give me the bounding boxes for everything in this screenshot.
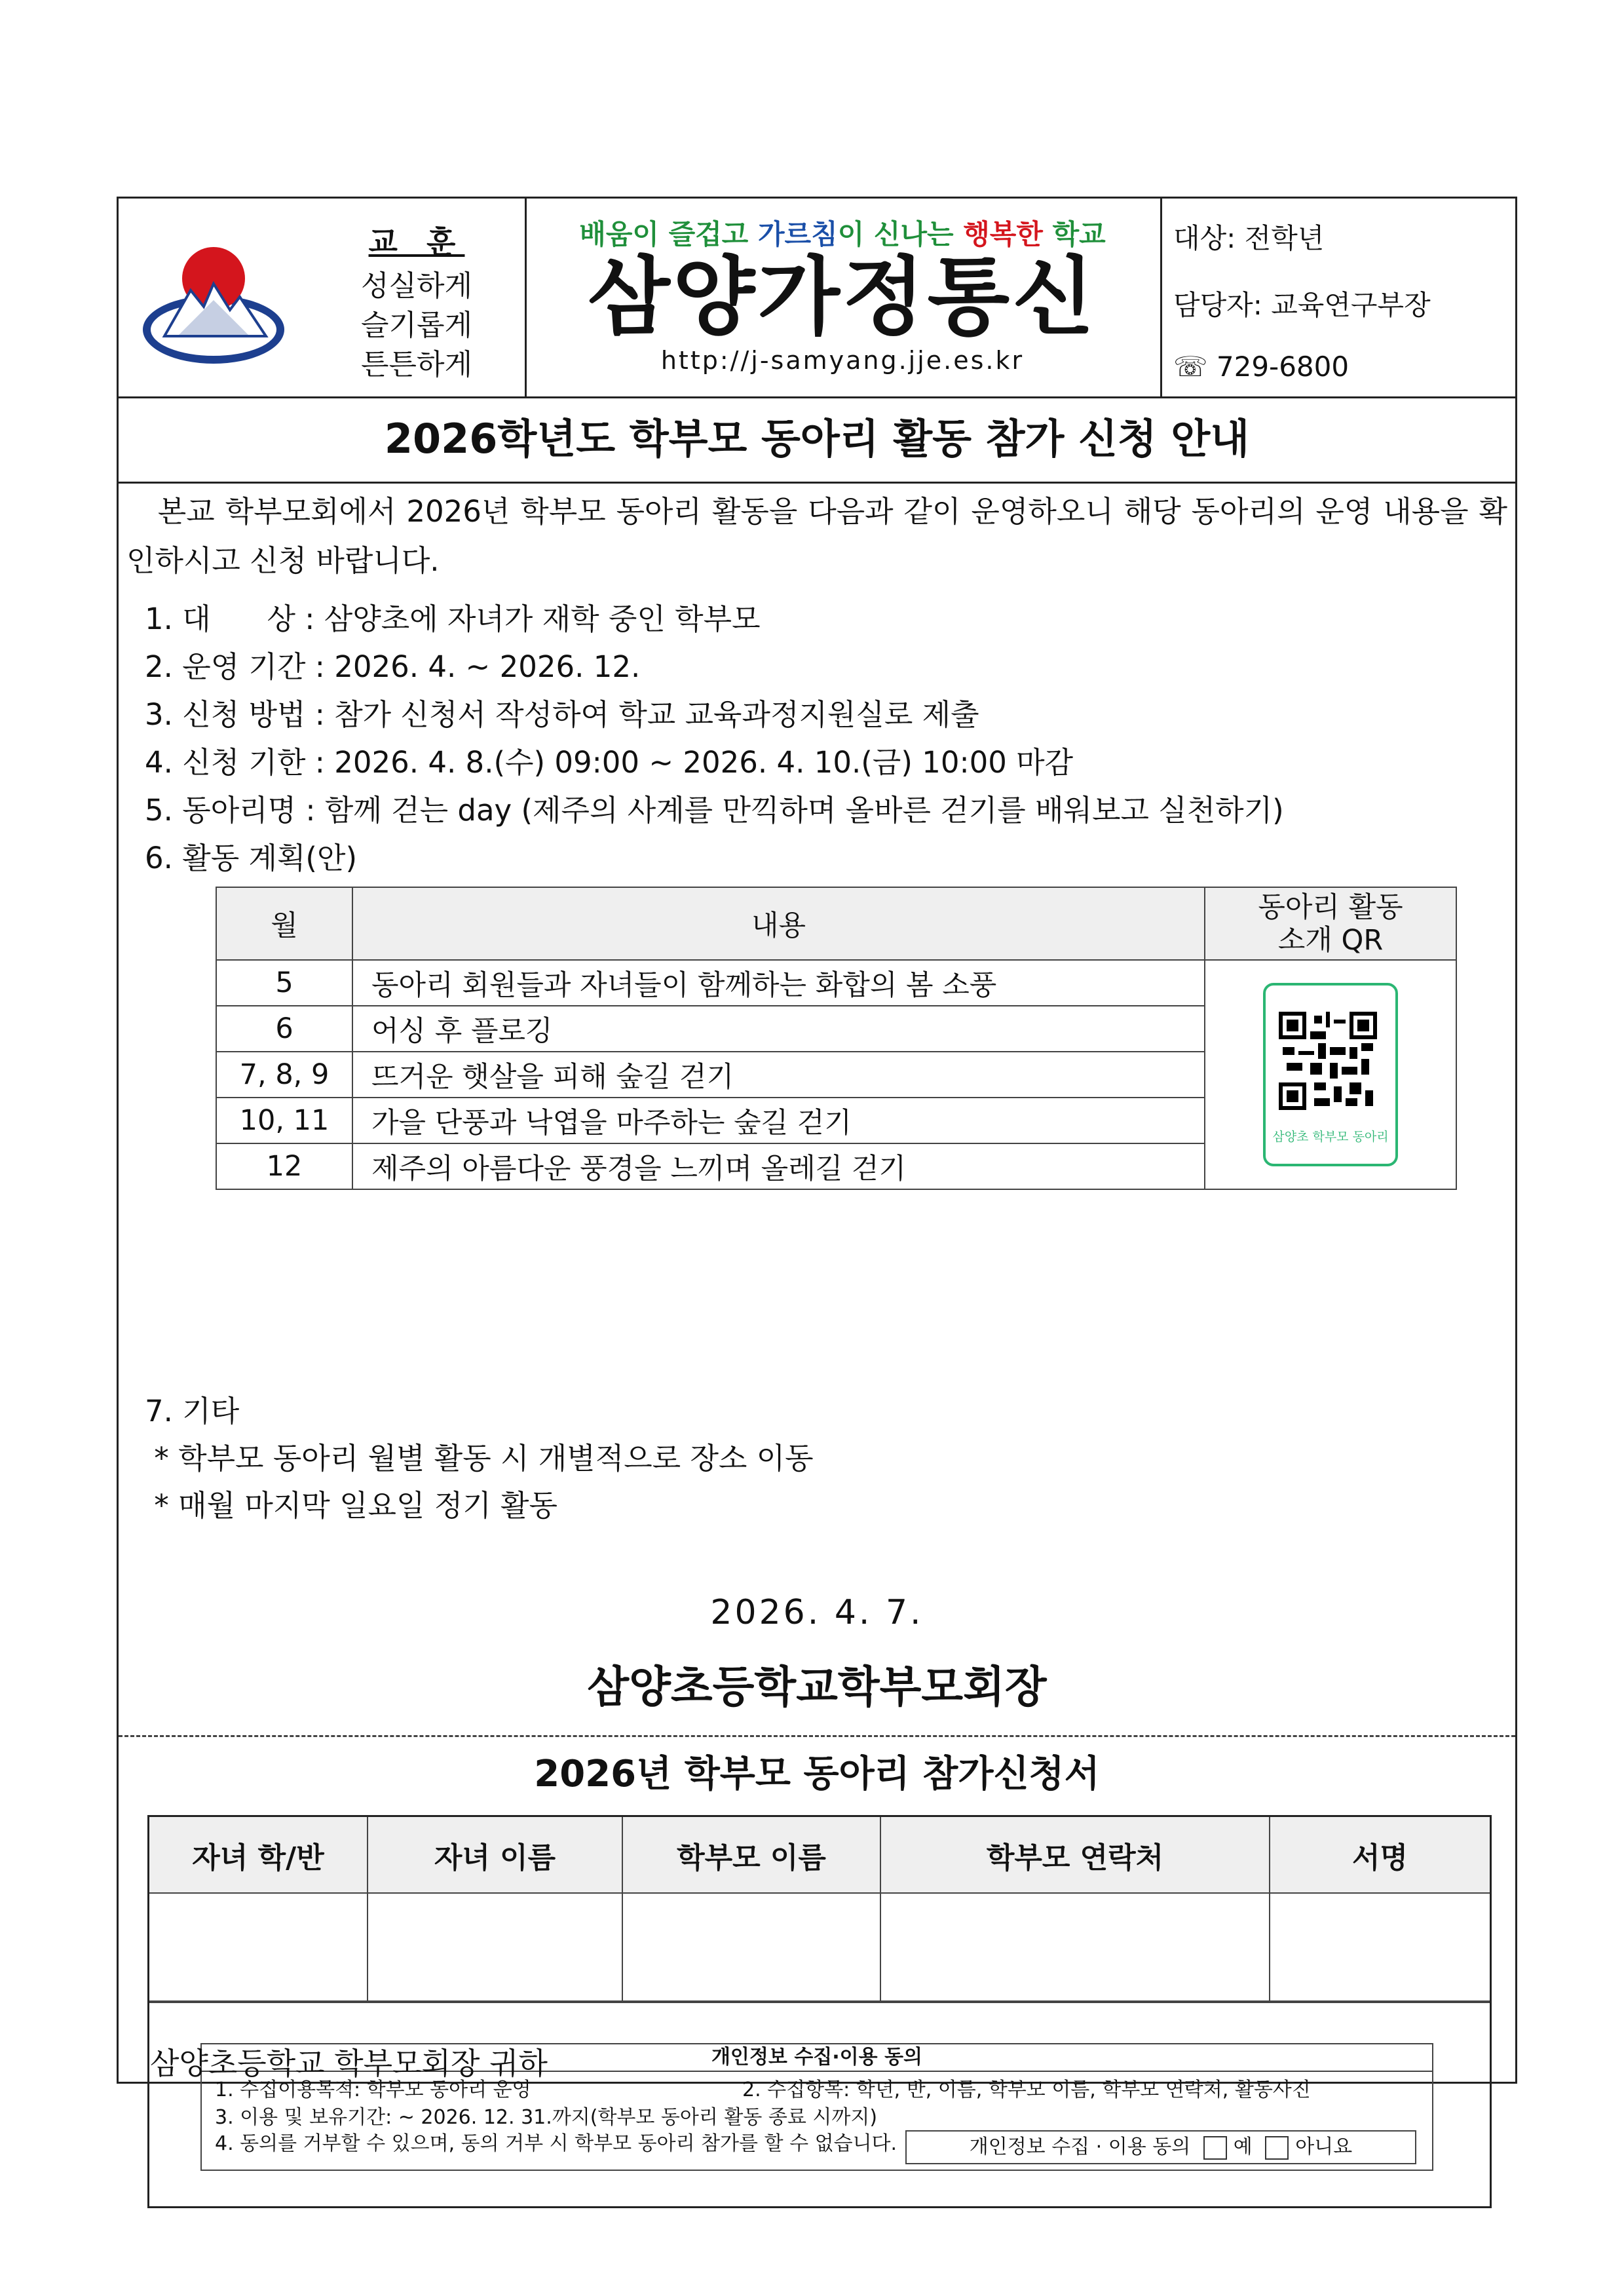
qr-caption: 삼양초 학부모 동아리 xyxy=(1272,1130,1389,1144)
school-motto xyxy=(341,218,492,385)
cut-line xyxy=(119,1735,1515,1737)
info-item-target: 1. 대 상 : 삼양초에 자녀가 재학 중인 학부모 xyxy=(145,602,761,636)
consent-item: 4. 동의를 거부할 수 있으며, 동의 거부 시 학부모 동아리 참가를 할 수 없습니다. xyxy=(215,2132,897,2155)
other-notes xyxy=(145,1388,814,1529)
month-cell: 7, 8, 9 xyxy=(216,1052,352,1098)
motto-line: 슬기롭게 xyxy=(360,309,472,342)
qr-header-line: 소개 QR xyxy=(1277,923,1384,957)
page-title: 2026학년도 학부모 동아리 활동 참가 신청 안내 xyxy=(119,396,1515,484)
slogan-part: 행복한 xyxy=(963,218,1043,250)
document-frame xyxy=(117,197,1517,2158)
column-header-class: 자녀 학/반 xyxy=(149,1817,368,1893)
table-header-row xyxy=(216,887,1456,960)
class-field[interactable] xyxy=(149,1893,368,2002)
column-header-content: 내용 xyxy=(352,887,1205,960)
consent-yes-label: 예 xyxy=(1233,2135,1253,2158)
content-cell: 어싱 후 플로깅 xyxy=(352,1006,1205,1052)
consent-no-checkbox[interactable] xyxy=(1265,2136,1289,2160)
header xyxy=(119,199,1515,398)
application-input-row xyxy=(149,1893,1490,2002)
month-cell: 12 xyxy=(216,1143,352,1189)
slogan-part: 학교 xyxy=(1042,218,1106,250)
school-emblem-icon xyxy=(138,238,289,369)
content-cell: 동아리 회원들과 자녀들이 함께하는 화합의 봄 소풍 xyxy=(352,960,1205,1006)
column-header-parent-name: 학부모 이름 xyxy=(622,1817,880,1893)
parent-contact-field[interactable] xyxy=(880,1893,1270,2002)
column-header-parent-contact: 학부모 연락처 xyxy=(880,1817,1270,1893)
application-form xyxy=(147,1815,1492,2208)
parent-name-field[interactable] xyxy=(622,1893,880,2002)
info-item-plan: 6. 활동 계획(안) xyxy=(145,841,358,875)
consent-item: 3. 이용 및 보유기간: ~ 2026. 12. 31.까지(학부모 동아리 활동 종료 시까지) xyxy=(215,2106,878,2129)
month-cell: 10, 11 xyxy=(216,1098,352,1143)
activity-plan-table xyxy=(216,887,1457,1190)
manager: 담당자: 교육연구부장 xyxy=(1173,289,1431,321)
school-slogan xyxy=(525,213,1160,252)
phone-number: ☏ 729-6800 xyxy=(1173,351,1350,383)
content-cell: 가을 단풍과 낙엽을 마주하는 숲길 걷기 xyxy=(352,1098,1205,1143)
application-title: 2026년 학부모 동아리 참가신청서 xyxy=(534,1753,1100,1795)
column-header-signature: 서명 xyxy=(1270,1817,1490,1893)
consent-item: 2. 수집항목: 학년, 반, 이름, 학부모 이름, 학부모 연락처, 활동사진 xyxy=(742,2078,1311,2101)
consent-no-label: 아니요 xyxy=(1295,2135,1353,2158)
info-item-period: 2. 운영 기간 : 2026. 4. ~ 2026. 12. xyxy=(145,649,641,684)
month-cell: 5 xyxy=(216,960,352,1006)
column-header-qr xyxy=(1205,887,1456,960)
intro-paragraph xyxy=(126,487,1507,585)
intro-text: 본교 학부모회에서 2026년 학부모 동아리 활동을 다음과 같이 운영하오니 해당 동아리의 운영 내용을 확인하시고 신청 바랍니다. xyxy=(126,494,1507,578)
content-cell: 뜨거운 햇살을 피해 숲길 걷기 xyxy=(352,1052,1205,1098)
header-right xyxy=(1160,199,1515,396)
school-url[interactable]: http://j-samyang.jje.es.kr xyxy=(660,346,1025,375)
header-left xyxy=(119,199,527,396)
column-header-child-name: 자녀 이름 xyxy=(368,1817,622,1893)
consent-item: 1. 수집이용목적: 학부모 동아리 운영 xyxy=(215,2078,531,2101)
consent-label: 개인정보 수집 · 이용 동의 xyxy=(969,2135,1191,2158)
signature-field[interactable] xyxy=(1270,1893,1490,2002)
target-audience: 대상: 전학년 xyxy=(1173,222,1325,254)
consent-title: 개인정보 수집·이용 동의 xyxy=(202,2044,1432,2072)
info-item-deadline: 4. 신청 기한 : 2026. 4. 8.(수) 09:00 ~ 2026. 4. 10.(금) 10:00 마감 xyxy=(145,745,1074,780)
qr-code-icon xyxy=(1279,1012,1377,1110)
issue-date: 2026. 4. 7. xyxy=(710,1593,924,1632)
qr-cell xyxy=(1205,960,1456,1189)
consent-choice xyxy=(905,2130,1416,2164)
qr-header-line: 동아리 활동 xyxy=(1258,890,1403,924)
month-cell: 6 xyxy=(216,1006,352,1052)
slogan-part: 이 즐겁고 xyxy=(632,218,758,250)
column-header-month: 월 xyxy=(216,887,352,960)
consent-yes-checkbox[interactable] xyxy=(1203,2136,1227,2160)
child-name-field[interactable] xyxy=(368,1893,622,2002)
info-list xyxy=(145,595,1284,882)
issuer-signature: 삼양초등학교학부모회장 xyxy=(587,1662,1047,1712)
qr-card[interactable] xyxy=(1263,983,1398,1166)
application-table xyxy=(149,1817,1490,2003)
motto-title: 교 훈 xyxy=(368,224,465,259)
form-divider xyxy=(149,2000,1490,2002)
slogan-part: 이 신나는 xyxy=(837,218,964,250)
header-center xyxy=(525,199,1162,396)
info-item-club-name: 5. 동아리명 : 함께 걷는 day (제주의 사계를 만끽하며 올바른 걷기를 배워보고 실천하기) xyxy=(145,793,1284,828)
other-title: 7. 기타 xyxy=(145,1394,240,1428)
info-item-method: 3. 신청 방법 : 참가 신청서 작성하여 학교 교육과정지원실로 제출 xyxy=(145,697,979,732)
content-cell: 제주의 아름다운 풍경을 느끼며 올레길 걷기 xyxy=(352,1143,1205,1189)
addressee: 삼양초등학교 학부모회장 귀하 xyxy=(150,2046,548,2081)
motto-line: 튼튼하게 xyxy=(360,348,472,381)
table-row xyxy=(216,960,1456,1006)
slogan-part: 배움 xyxy=(579,218,633,250)
newsletter-brand: 삼양가정통신 xyxy=(588,247,1097,347)
other-note: * 매월 마지막 일요일 정기 활동 xyxy=(145,1488,557,1523)
slogan-part: 가르침 xyxy=(757,218,838,250)
application-header-row xyxy=(149,1817,1490,1893)
other-note: * 학부모 동아리 월별 활동 시 개별적으로 장소 이동 xyxy=(145,1441,814,1476)
motto-line: 성실하게 xyxy=(360,269,472,303)
